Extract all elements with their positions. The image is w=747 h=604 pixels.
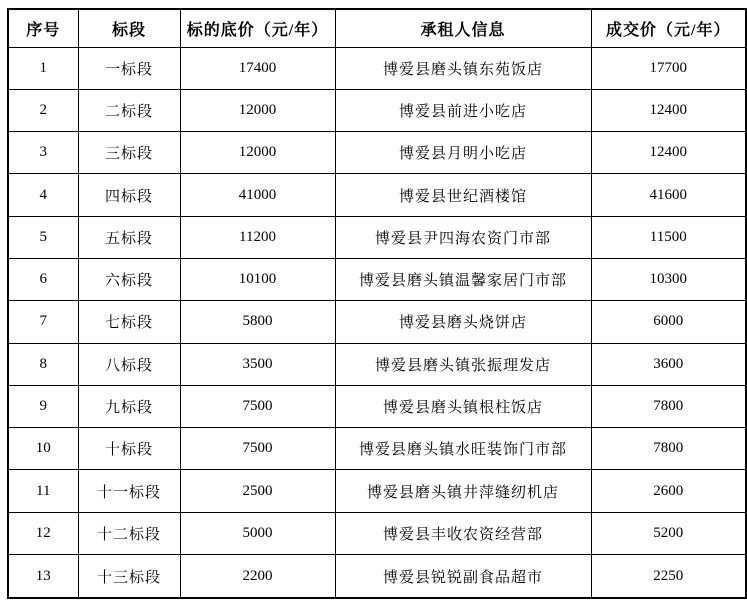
lessee-cell: 博爱县尹四海农资门市部: [335, 216, 591, 258]
bid-results-table: [7, 8, 747, 599]
serial-cell: 2: [8, 89, 78, 131]
deal-price-cell: 3600: [591, 343, 746, 385]
lessee-cell: 博爱县世纪酒楼馆: [335, 174, 591, 216]
table-row: [8, 385, 746, 427]
deal-price-cell: 5200: [591, 512, 746, 554]
deal-price-cell: 10300: [591, 258, 746, 300]
table-row: [8, 428, 746, 470]
section-cell: 七标段: [78, 301, 180, 343]
lessee-cell: 博爱县磨头镇水旺装饰门市部: [335, 428, 591, 470]
table-row: [8, 301, 746, 343]
lessee-cell: 博爱县丰收农资经营部: [335, 512, 591, 554]
section-cell: 二标段: [78, 89, 180, 131]
deal-price-cell: 7800: [591, 428, 746, 470]
section-cell: 八标段: [78, 343, 180, 385]
col-header-lessee: 承租人信息: [335, 9, 591, 47]
lessee-cell: 博爱县磨头镇东苑饭店: [335, 47, 591, 89]
serial-cell: 9: [8, 385, 78, 427]
deal-price-cell: 41600: [591, 174, 746, 216]
lessee-cell: 博爱县月明小吃店: [335, 132, 591, 174]
serial-cell: 10: [8, 428, 78, 470]
table-row: [8, 174, 746, 216]
base-price-cell: 7500: [180, 428, 335, 470]
lessee-cell: 博爱县磨头镇根柱饭店: [335, 385, 591, 427]
serial-cell: 6: [8, 258, 78, 300]
header-row: [8, 9, 746, 47]
serial-cell: 1: [8, 47, 78, 89]
base-price-cell: 5000: [180, 512, 335, 554]
serial-cell: 11: [8, 470, 78, 512]
section-cell: 十二标段: [78, 512, 180, 554]
section-cell: 四标段: [78, 174, 180, 216]
lessee-cell: 博爱县锐锐副食品超市: [335, 555, 591, 598]
lessee-cell: 博爱县磨头镇张振理发店: [335, 343, 591, 385]
base-price-cell: 3500: [180, 343, 335, 385]
deal-price-cell: 12400: [591, 89, 746, 131]
lessee-cell: 博爱县磨头镇温馨家居门市部: [335, 258, 591, 300]
lessee-cell: 博爱县磨头烧饼店: [335, 301, 591, 343]
deal-price-cell: 12400: [591, 132, 746, 174]
base-price-cell: 12000: [180, 89, 335, 131]
base-price-cell: 41000: [180, 174, 335, 216]
serial-cell: 13: [8, 555, 78, 598]
section-cell: 三标段: [78, 132, 180, 174]
base-price-cell: 10100: [180, 258, 335, 300]
base-price-cell: 12000: [180, 132, 335, 174]
serial-cell: 7: [8, 301, 78, 343]
section-cell: 一标段: [78, 47, 180, 89]
base-price-cell: 5800: [180, 301, 335, 343]
table-row: [8, 343, 746, 385]
table-row: [8, 89, 746, 131]
deal-price-cell: 17700: [591, 47, 746, 89]
section-cell: 六标段: [78, 258, 180, 300]
lessee-cell: 博爱县前进小吃店: [335, 89, 591, 131]
deal-price-cell: 6000: [591, 301, 746, 343]
section-cell: 十标段: [78, 428, 180, 470]
col-header-deal-price: 成交价（元/年）: [591, 9, 746, 47]
section-cell: 九标段: [78, 385, 180, 427]
col-header-base-price: 标的底价（元/年）: [180, 9, 335, 47]
deal-price-cell: 2250: [591, 555, 746, 598]
col-header-serial: 序号: [8, 9, 78, 47]
base-price-cell: 17400: [180, 47, 335, 89]
serial-cell: 3: [8, 132, 78, 174]
serial-cell: 5: [8, 216, 78, 258]
base-price-cell: 2200: [180, 555, 335, 598]
table-row: [8, 258, 746, 300]
table-row: [8, 470, 746, 512]
col-header-section: 标段: [78, 9, 180, 47]
base-price-cell: 7500: [180, 385, 335, 427]
section-cell: 十三标段: [78, 555, 180, 598]
section-cell: 五标段: [78, 216, 180, 258]
base-price-cell: 2500: [180, 470, 335, 512]
table-row: [8, 512, 746, 554]
table-row: [8, 47, 746, 89]
base-price-cell: 11200: [180, 216, 335, 258]
deal-price-cell: 2600: [591, 470, 746, 512]
table-row: [8, 132, 746, 174]
table-row: [8, 216, 746, 258]
lessee-cell: 博爱县磨头镇井萍缝纫机店: [335, 470, 591, 512]
section-cell: 十一标段: [78, 470, 180, 512]
deal-price-cell: 7800: [591, 385, 746, 427]
serial-cell: 12: [8, 512, 78, 554]
serial-cell: 4: [8, 174, 78, 216]
deal-price-cell: 11500: [591, 216, 746, 258]
table-row: [8, 555, 746, 598]
serial-cell: 8: [8, 343, 78, 385]
